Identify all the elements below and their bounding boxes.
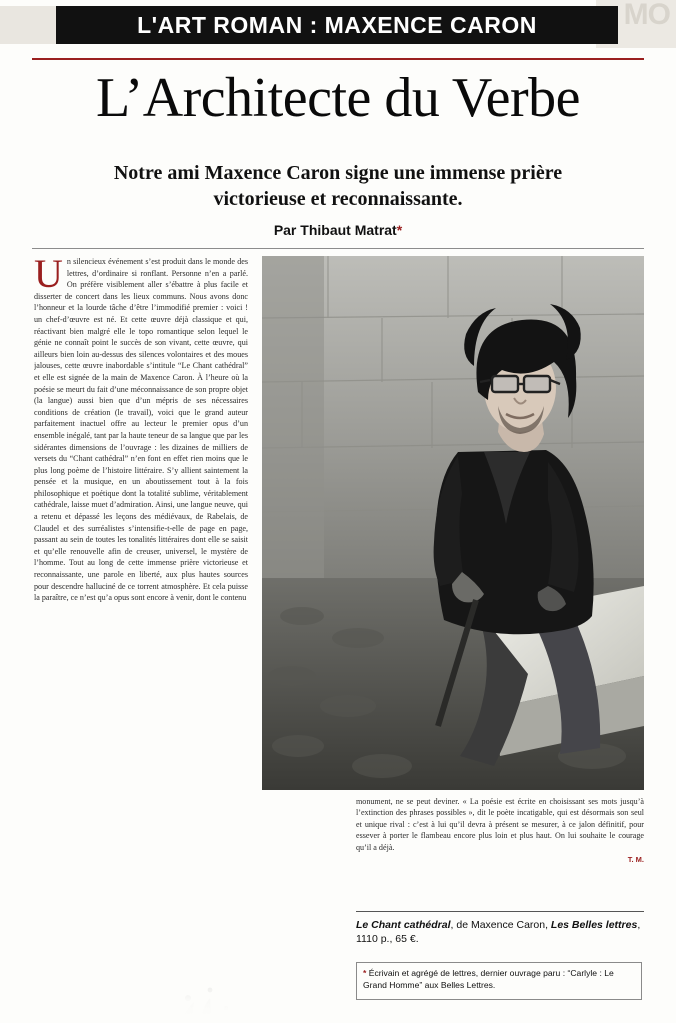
book-title: Le Chant cathédral [356,919,451,931]
body-text-right: monument, ne se peut deviner. « La poésie est écrite en choisissant ses mots jusqu’à l’extinction des phrases possibles », dit le poète incatigable, qui est désormais son seul et unique rival : c’est à lui qu’il devra à présent se mesurer, à ce jalon définitif, pour essever à porter le flambeau encore plus loin et plus haut. On lui souhaite le courage qu’il a déjà. [356,797,644,852]
footnote-star: * [363,968,367,978]
body-text-left: n silencieux événement s’est produit dans le monde des lettres, d’ordinaire si ronflant. Personne n’en a parlé. On préfère visiblement aller s’ébattre à plus facile et disserter de concert dans les lieux communs. Nous avons donc l’honneur et la lourde tâche d’être l’immodifié premier : voici ! un chef-d’œuvre est né. Et cette œuvre déjà classique et qui, réactivant bien malgré elle le topo romantique selon lequel le génie ne connaît point le succès de son vivant, cette œuvre, qui ailleurs bien loin au-dessus des silences volontaires et des moues jalouses, cette œuvre inabordable s’intitule “Le Chant cathédral” et elle est signée de la main de Maxence Caron. À l’heure où la poésie se meurt du fait d’une méconnaissance de son propre objet (la langue) aussi bien que d’un mépris de ses nécessaires conditions de création (le travail), voici que le grand auteur parfaitement inactuel offre au lecteur le premier opus d’un ensemble inégalé, tant par la haute teneur de sa langue que par les sidérantes dimensions de l’ouvrage : les dizaines de milliers de versets du “Chant cathédral” n’en font en effet rien moins que le plus long poème de l’histoire littéraire. S’y allient saintement la pensée et la musique, en un aboutissement tout à la fois philosophique et poétique dont la totalité sublime, véritablement cathédrale, laisse muet d’admiration. Ainsi, une langue neuve, qui a retenu et dépassé les leçons des médiévaux, de Rabelais, de Claudel et des surréalistes s’intensifie-t-elle de page en page, passant au sein de toutes les tonalités littéraires dont elle se saisit et qu’elle renouvelle afin de creuser, universel, le mystère de l’homme. Tout au long de cette immense prière victorieuse et reconnaissante, une parole en liberté, aux plus hautes sources pour descendre halluciné de ce torrent atmosphère. Et cela puisse la paraître, ce n’est qu’a opus sont encore à venir, dont le contenu [34,257,248,603]
book-publisher: Les Belles lettres [550,919,638,931]
page-title: L’Architecte du Verbe [96,67,580,129]
standfirst: Notre ami Maxence Caron signe une immense prière victorieuse et reconnaissante. [113,162,563,210]
byline-prefix: Par [273,222,297,238]
author-initials: T. M. [627,855,644,865]
drop-cap: U [34,256,63,296]
kicker-ghost-text: MO [623,0,670,31]
kicker-bar [56,6,618,44]
footnote-box [356,962,642,1000]
kicker-left-block [0,6,60,44]
body-column-left [34,256,248,1016]
photo-illustration [262,256,644,790]
body-column-right [356,796,644,864]
byline-author: Thibaut Matrat [300,222,397,238]
book-author: , de Maxence Caron, [450,919,551,931]
book-details: , 1110 p., 65 €. [356,919,641,945]
reference-rule [356,911,644,912]
byline-rule [32,248,644,249]
footnote-text: Écrivain et agrégé de lettres, dernier ouvrage paru : “Carlyle : Le Grand Homme” aux Belles Lettres. [363,968,614,990]
header-rule [32,58,644,60]
book-reference [356,918,644,946]
byline [0,222,676,238]
article-photo [262,256,644,790]
kicker-banner [0,0,676,52]
kicker-label: L'ART ROMAN : MAXENCE CARON [137,11,537,38]
byline-star: * [396,222,403,238]
decorative-ornament [152,946,248,1016]
